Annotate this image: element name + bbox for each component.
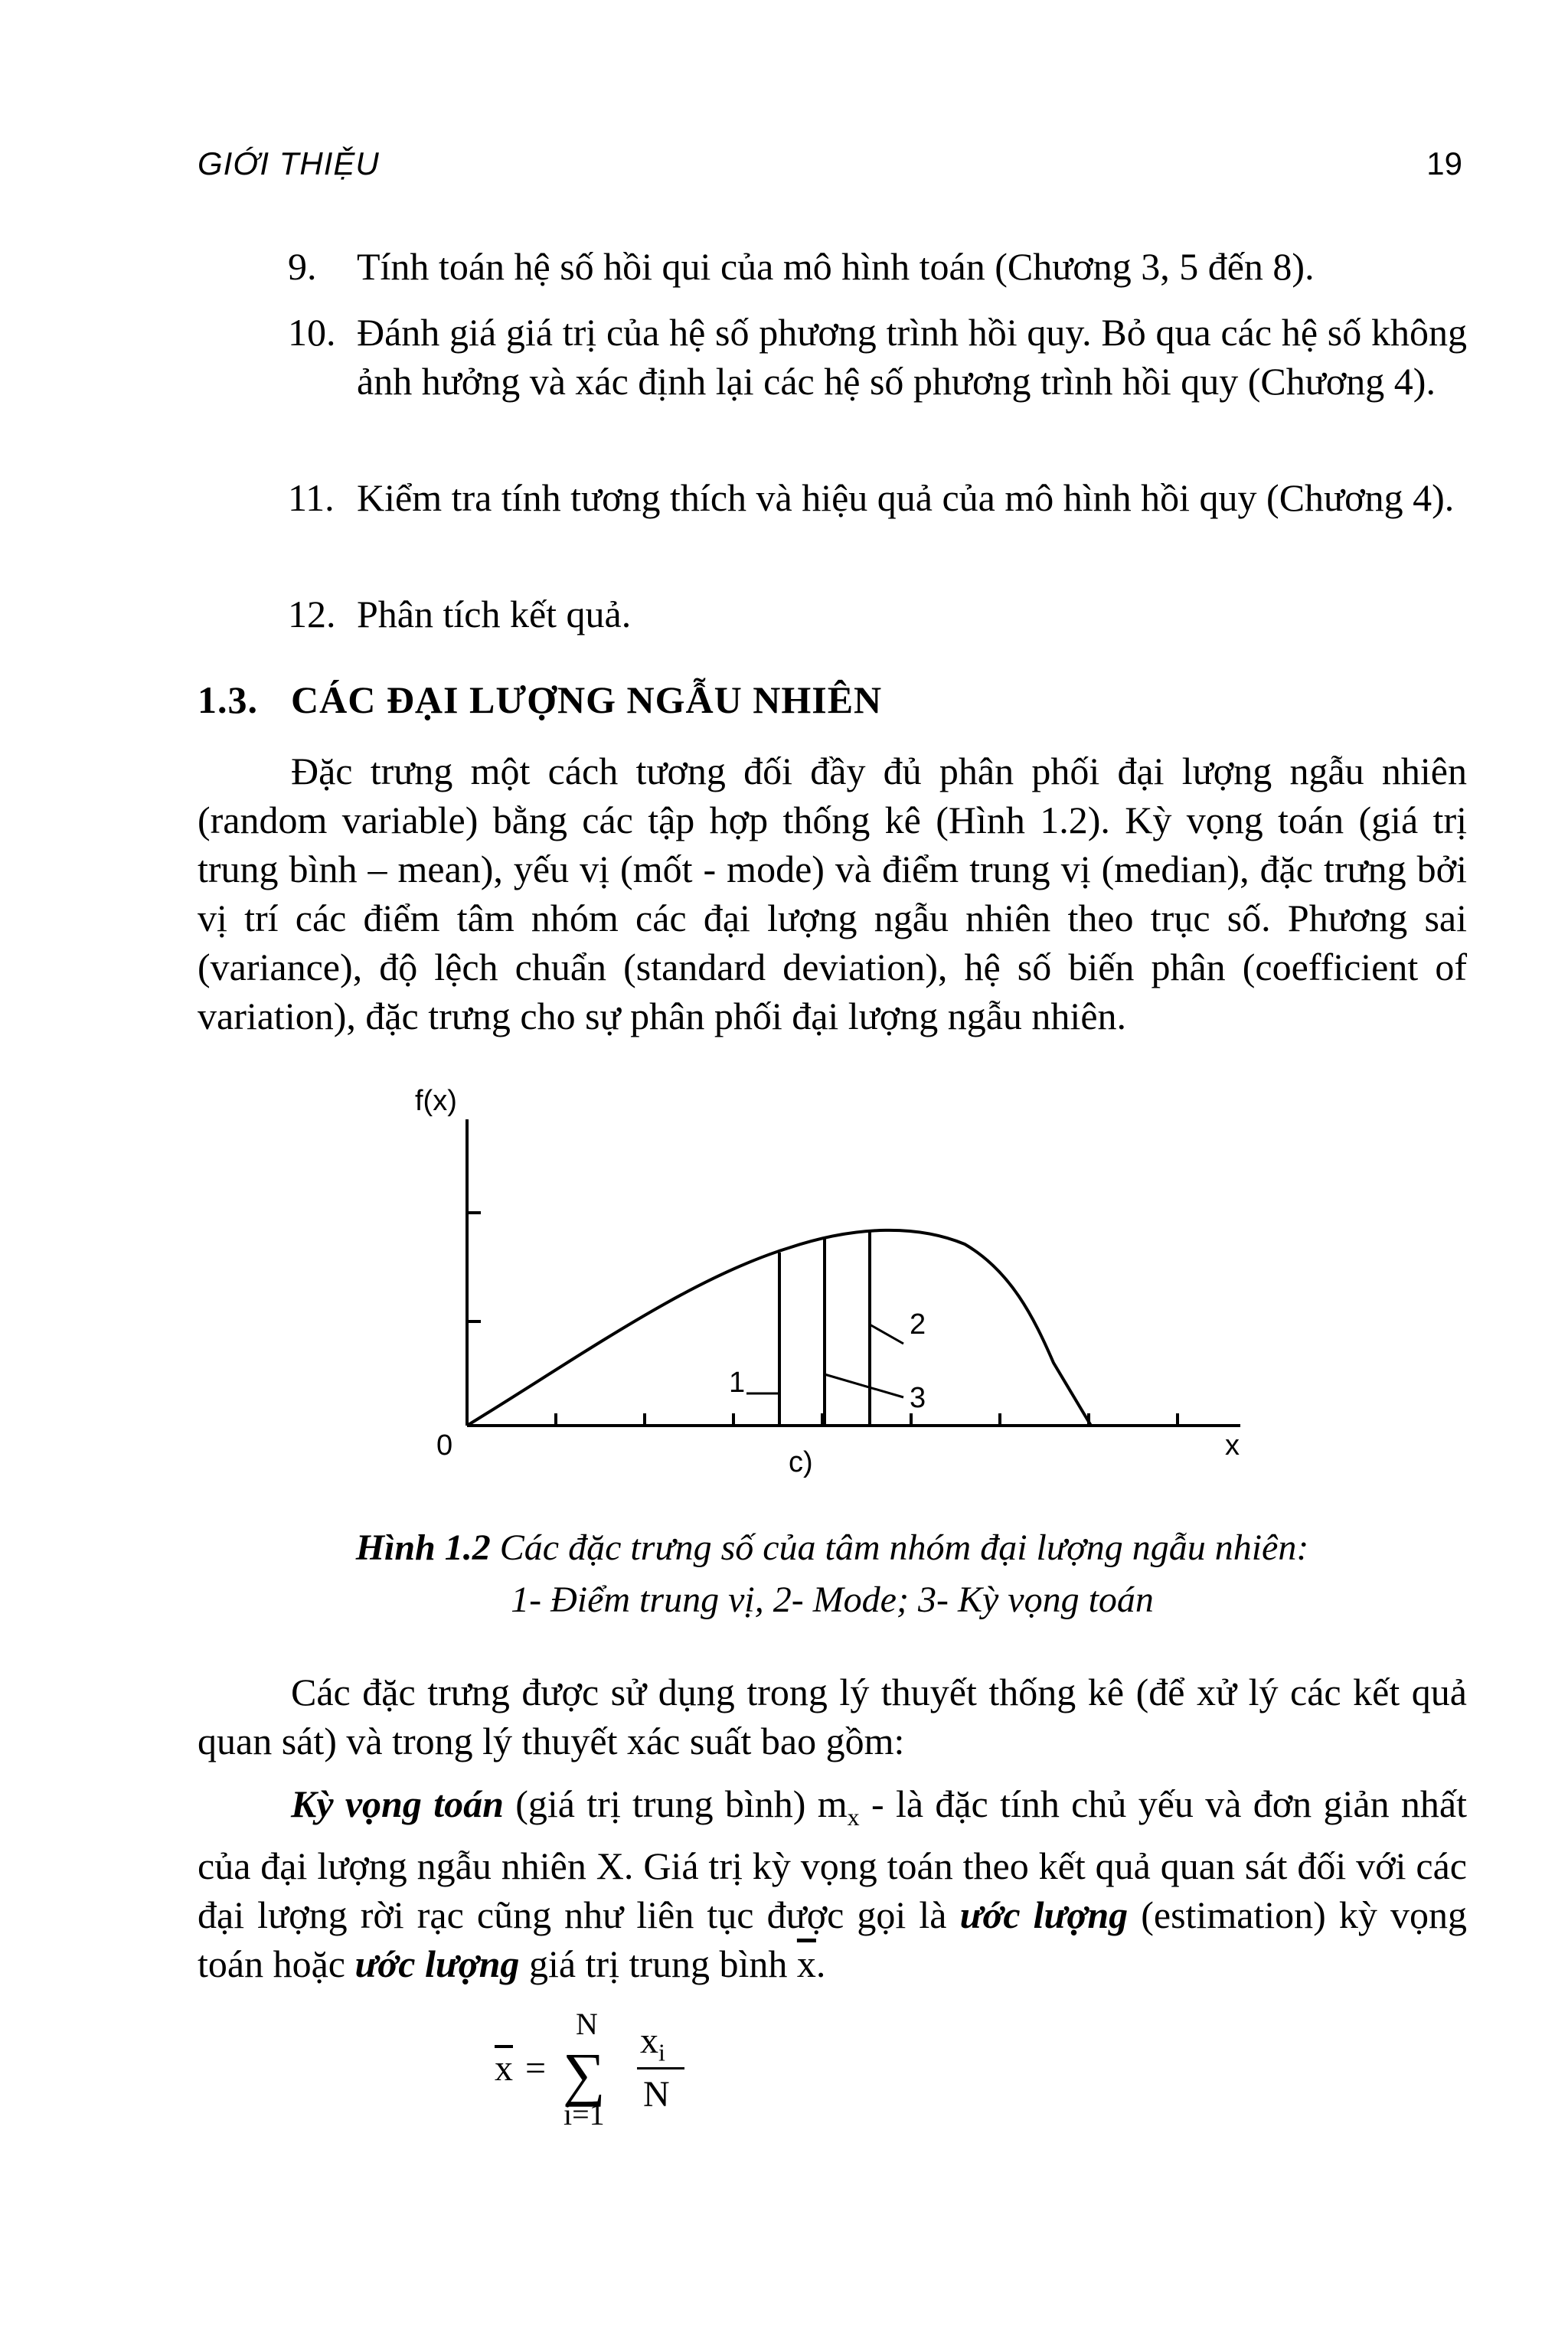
text-run: (estimation) kỳ vọng toán hoặc [198,1893,1468,1985]
figure-distribution [383,1072,1302,1501]
leader-line-3 [825,1374,903,1397]
figure-caption-line2: 1- Điểm trung vị, 2- Mode; 3- Kỳ vọng toán [511,1579,1154,1620]
section-title: CÁC ĐẠI LƯỢNG NGẪU NHIÊN [291,678,883,721]
page-number: 19 [1426,145,1462,181]
term-expectation: Kỳ vọng toán [291,1782,504,1825]
term-estimate: ước lượng [354,1942,520,1985]
section-number: 1.3. [198,678,258,721]
marker-label-3: 3 [910,1382,926,1414]
formula-lhs: $\overline{x}$ [495,2048,513,2089]
leader-line-2 [870,1325,903,1344]
formula-upper: N [576,2007,598,2041]
paragraph-expectation [198,1779,1467,1988]
marker-label-1: 1 [729,1367,746,1399]
formula-equals: = [525,2048,547,2089]
formula-lower: i=1 [564,2097,605,2132]
caption-lead: Hình 1.2 [355,1527,491,1568]
origin-label: 0 [436,1429,453,1462]
list-item-12 [288,590,1467,639]
list-text: Phân tích kết quả. [357,593,632,635]
text-run: (giá trị trung bình) m [503,1782,848,1825]
y-axis-label: f(x) [415,1085,457,1117]
marker-label-2: 2 [910,1308,926,1341]
list-item-11 [288,473,1467,522]
sub-label: c) [789,1446,813,1478]
list-number: 12. [288,593,336,635]
list-number: 9. [288,245,317,288]
section-heading [198,678,882,722]
running-header: GIỚI THIỆU [198,145,380,181]
text-run: - là đặc tính chủ yếu và đơn giản nhất của đại lượng ngẫu nhiên X. Giá trị kỳ vọng toán theo kết quả quan sát đối với các đại lượng rời rạc cũng như liên tục được gọi là [198,1782,1467,1936]
paragraph-characteristics: Các đặc trưng được sử dụng trong lý thuyết thống kê (để xử lý các kết quả quan sát) và trong lý thuyết xác suất bao gồm: [198,1671,1467,1762]
list-text: Kiểm tra tính tương thích và hiệu quả của mô hình hồi quy (Chương 4). [357,476,1455,519]
x-axis-label: x [1225,1429,1240,1462]
fraction-bar [637,2067,684,2069]
distribution-plot [383,1072,1302,1501]
list-number: 11. [288,476,335,519]
formula-sigma: ∑ [563,2040,606,2107]
x-bar: $\overline{x}$ [796,1942,816,1985]
text-run: . [815,1942,826,1985]
list-number: 10. [288,311,336,354]
formula-mean [490,2006,704,2132]
list-item-9 [288,242,1467,291]
list-text: Tính toán hệ số hồi qui của mô hình toán (Chương 3, 5 đến 8). [357,245,1315,288]
text-run: giá trị trung bình [519,1942,797,1985]
list-item-10 [288,308,1467,406]
list-text: Đánh giá giá trị của hệ số phương trình hồi quy. Bỏ qua các hệ số không ảnh hưởng và xác định lại các hệ số phương trình hồi quy (Chương 4). [357,311,1467,403]
caption-text: Các đặc trưng số của tâm nhóm đại lượng ngẫu nhiên: [499,1527,1309,1568]
term-estimate: ước lượng [959,1893,1129,1936]
formula-numerator [640,2020,665,2067]
paragraph-intro: Đặc trưng một cách tương đối đầy đủ phân phối đại lượng ngẫu nhiên (random variable) bằng các tập hợp thống kê (Hình 1.2). Kỳ vọng toán (giá trị trung bình – mean), yếu vị (mốt - mode) và điểm trung vị (median), đặc trưng bởi vị trí các điểm tâm nhóm các đại lượng ngẫu nhiên theo trục số. Phương sai (variance), độ lệch chuẩn (standard deviation), hệ số biến phân (coefficient of variation), đặc trưng cho sự phân phối đại lượng ngẫu nhiên. [198,750,1467,1037]
formula-denominator: N [643,2074,670,2115]
numerator-x: x [640,2020,658,2061]
subscript-x: x [847,1803,860,1831]
numerator-sub: i [658,2038,665,2066]
figure-caption-line1 [198,1522,1467,1574]
